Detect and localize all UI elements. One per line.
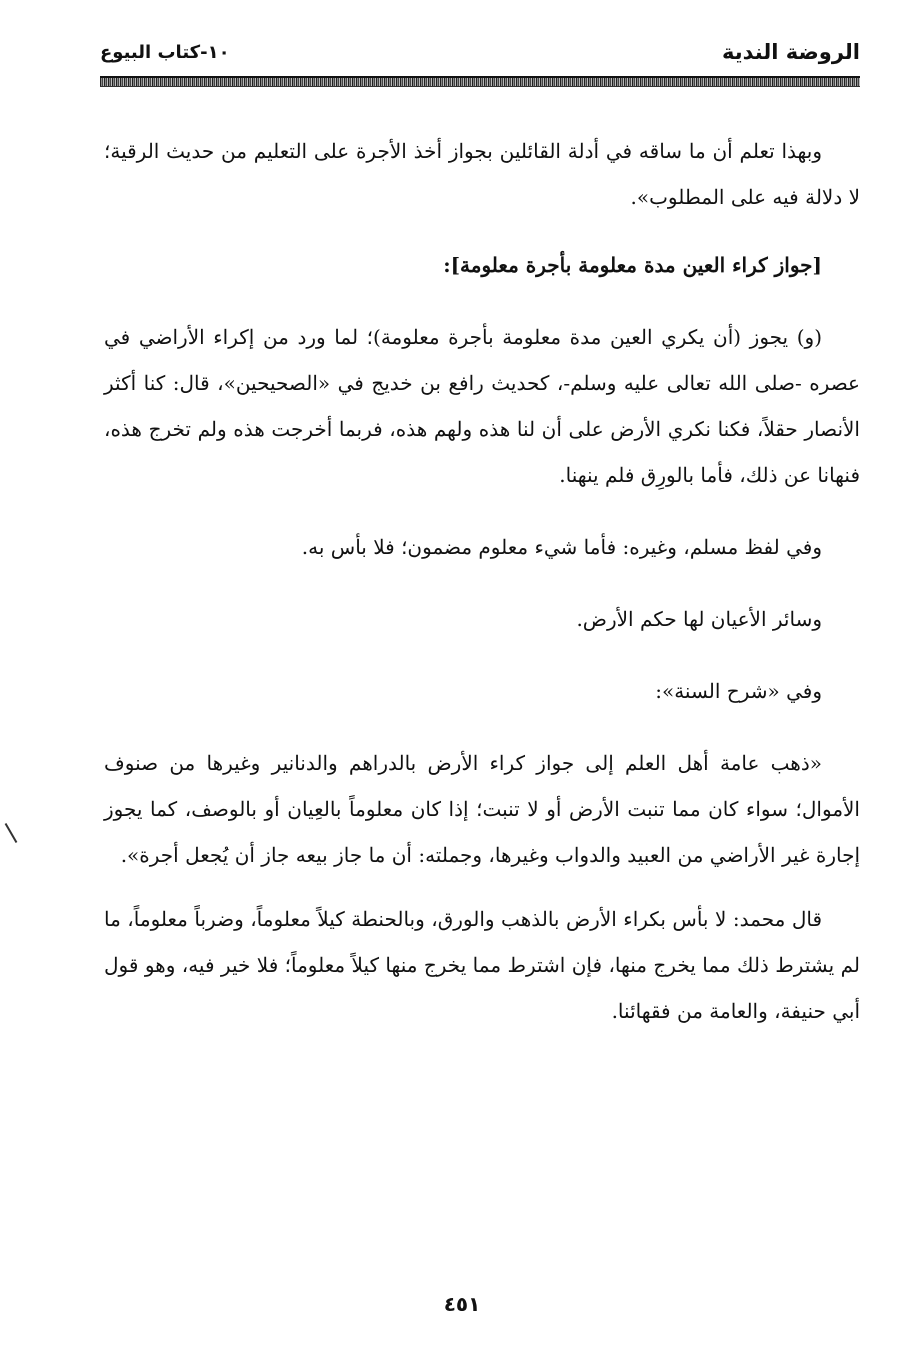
chapter-title: ١٠-كتاب البيوع [100,42,230,63]
paragraph-1: وبهذا تعلم أن ما ساقه في أدلة القائلين بجواز أخذ الأجرة على التعليم من حديث الرقية؛ لا دلالة فيه على المطلوب». [104,139,860,209]
paragraph-3: وفي لفظ مسلم، وغيره: فأما شيء معلوم مضمون؛ فلا بأس به. [301,535,822,559]
page-body [104,128,860,1034]
header-rule [100,76,860,87]
paragraph-6: «ذهب عامة أهل العلم إلى جواز كراء الأرض بالدراهم والدنانير وغيرها من صنوف الأموال؛ سواء كان مما تنبت الأرض أو لا تنبت؛ إذا كان معلوماً بالعِيان أو بالوصف، كما يجوز إجارة غير الأراضي من العبيد والدواب وغيرها، وجملته: أن ما جاز بيعه جاز أن يُجعل أجرة». [104,751,860,867]
paragraph-7: قال محمد: لا بأس بكراء الأرض بالذهب والورق، وبالحنطة كيلاً معلوماً، وضرباً معلوماً، ما لم يشترط ذلك مما يخرج منها، فإن اشترط مما يخرج منها كيلاً معلوماً؛ فلا خير فيه، وهو قول أبي حنيفة، والعامة من فقهائنا. [104,907,860,1023]
paragraph-4: وسائر الأعيان لها حكم الأرض. [576,607,822,631]
page-number: ٤٥١ [443,1292,481,1316]
stray-pen-mark [5,823,18,843]
running-header [100,38,860,88]
paragraph-5: وفي «شرح السنة»: [655,679,822,703]
book-title: الروضة الندية [722,40,860,64]
section-heading: [جواز كراء العين مدة معلومة بأجرة معلومة]: [443,253,822,277]
paragraph-2: (و) يجوز (أن يكري العين مدة معلومة بأجرة معلومة)؛ لما ورد من إكراء الأراضي في عصره -صلى الله تعالى عليه وسلم-، كحديث رافع بن خديج في «الصحيحين»، قال: كنا أكثر الأنصار حقلاً، فكنا نكري الأرض على أن لنا هذه ولهم هذه، فربما أخرجت هذه ولم تخرج هذه، فنهانا عن ذلك، فأما بالورِق فلم ينهنا. [104,325,860,487]
